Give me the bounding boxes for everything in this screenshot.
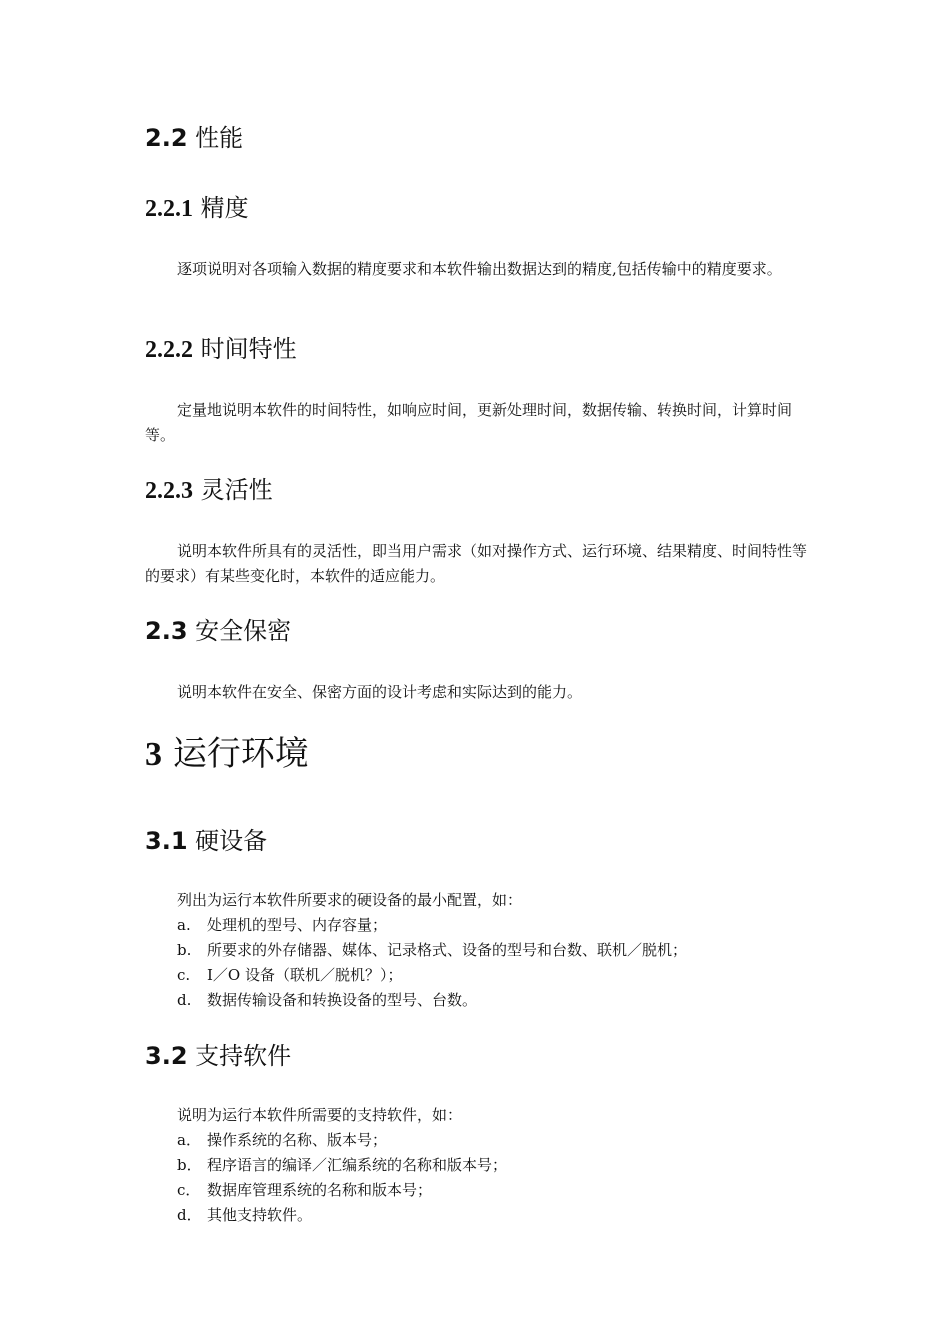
list-item-text: 程序语言的编译／汇编系统的名称和版本号； xyxy=(207,1156,508,1174)
heading-number: 3.2 xyxy=(145,1042,188,1070)
paragraph-time-characteristics: 定量地说明本软件的时间特性，如响应时间，更新处理时间，数据传输、转换时间，计算时间等。 xyxy=(145,401,793,444)
list-marker: a. xyxy=(177,916,191,934)
list-marker: d． xyxy=(177,1206,202,1224)
list-item xyxy=(177,963,403,988)
list-item-text: 所要求的外存储器、媒体、记录格式、设备的型号和台数、联机／脱机； xyxy=(207,941,688,959)
list-item xyxy=(177,1153,507,1178)
heading-title: 性能 xyxy=(195,124,244,152)
paragraph-precision: 逐项说明对各项输入数据的精度要求和本软件输出数据达到的精度,包括传输中的精度要求。 xyxy=(177,260,782,278)
paragraph-flexibility: 说明本软件所具有的灵活性，即当用户需求（如对操作方式、运行环境、结果精度、时间特性等的要求）有某些变化时，本软件的适应能力。 xyxy=(145,542,808,585)
list-marker: d. xyxy=(177,991,192,1009)
heading-2-2-2 xyxy=(145,329,297,364)
list-marker: c. xyxy=(177,966,191,984)
heading-title: 安全保密 xyxy=(195,617,292,645)
paragraph-security: 说明本软件在安全、保密方面的设计考虑和实际达到的能力。 xyxy=(177,683,583,701)
heading-number: 3 xyxy=(145,736,162,773)
heading-3-1 xyxy=(145,821,267,856)
heading-number: 2.3 xyxy=(145,617,188,645)
list-item-text: 数据库管理系统的名称和版本号； xyxy=(207,1181,433,1199)
heading-number: 2.2 xyxy=(145,124,188,152)
list-item xyxy=(177,913,387,938)
heading-2-2-3 xyxy=(145,470,273,505)
list-marker: c． xyxy=(177,1181,201,1199)
paragraph-hardware-intro: 列出为运行本软件所要求的硬设备的最小配置，如： xyxy=(177,891,523,909)
list-marker: b. xyxy=(177,941,192,959)
heading-title: 时间特性 xyxy=(200,335,297,363)
list-item-text: 其他支持软件。 xyxy=(207,1206,313,1224)
heading-2-3 xyxy=(145,611,291,646)
list-marker: a． xyxy=(177,1131,201,1149)
heading-3 xyxy=(145,726,309,775)
paragraph-software-intro: 说明为运行本软件所需要的支持软件，如： xyxy=(177,1106,463,1124)
list-item-text: 数据传输设备和转换设备的型号、台数。 xyxy=(207,991,478,1009)
heading-number: 3.1 xyxy=(145,827,188,855)
list-item xyxy=(177,988,477,1013)
heading-title: 硬设备 xyxy=(195,827,268,855)
heading-2-2 xyxy=(145,118,243,153)
heading-number: 2.2.3 xyxy=(145,478,193,504)
heading-number: 2.2.2 xyxy=(145,337,193,363)
heading-title: 支持软件 xyxy=(195,1042,292,1070)
list-item xyxy=(177,1203,312,1228)
heading-title: 灵活性 xyxy=(200,476,273,504)
heading-number: 2.2.1 xyxy=(145,196,193,222)
heading-2-2-1 xyxy=(145,188,249,223)
list-item xyxy=(177,938,687,963)
list-item-text: I／O 设备（联机／脱机？）； xyxy=(207,966,403,984)
heading-3-2 xyxy=(145,1036,291,1071)
list-item-text: 操作系统的名称、版本号； xyxy=(207,1131,388,1149)
heading-title: 精度 xyxy=(200,194,249,222)
list-marker: b． xyxy=(177,1156,202,1174)
list-item xyxy=(177,1128,387,1153)
list-item-text: 处理机的型号、内存容量； xyxy=(207,916,388,934)
list-item xyxy=(177,1178,432,1203)
heading-title: 运行环境 xyxy=(172,734,309,774)
